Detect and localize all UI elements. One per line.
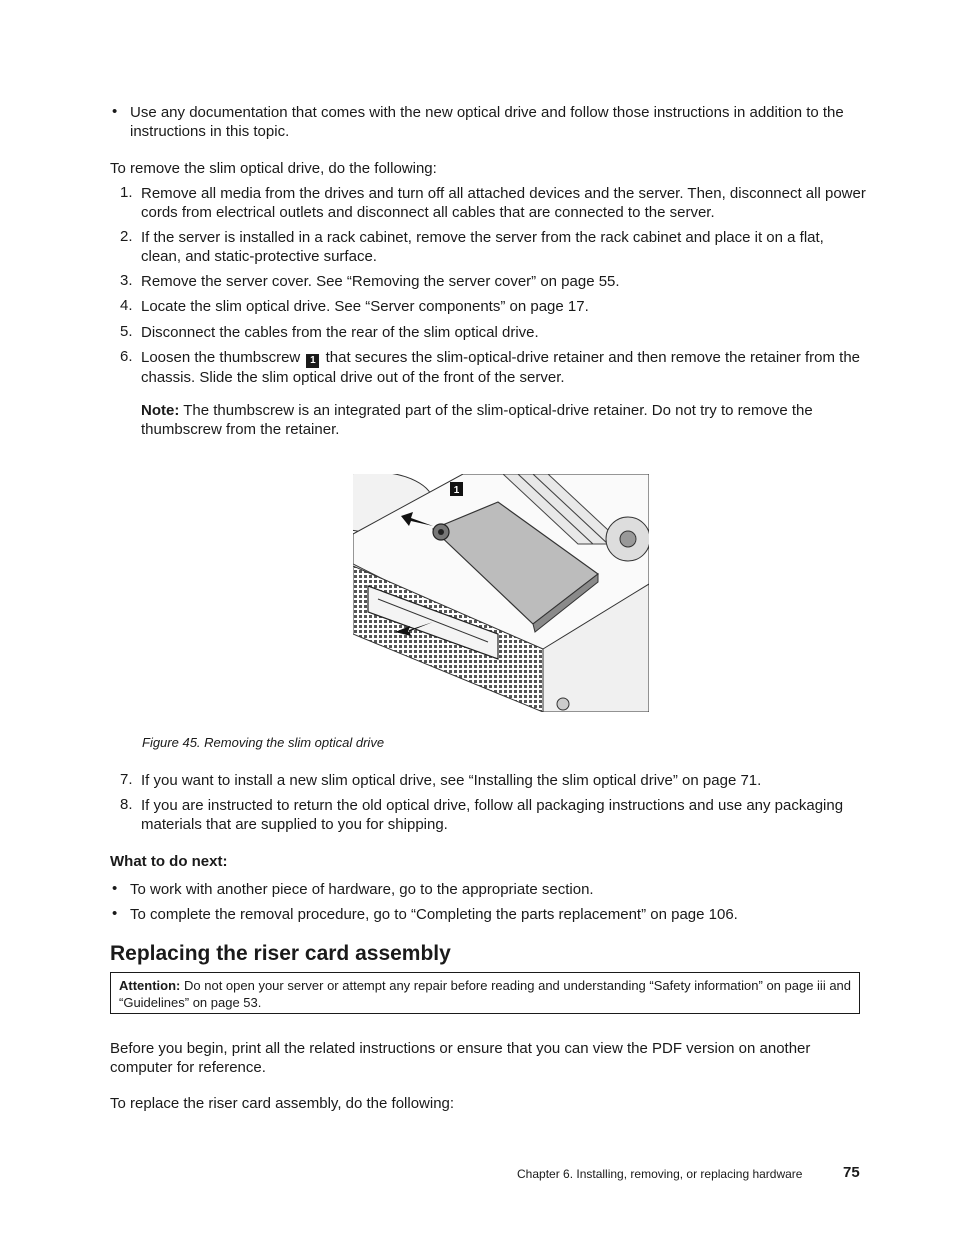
step-text: Remove the server cover. See “Removing the server cover” on page 55. xyxy=(141,273,620,290)
replace-intro: To replace the riser card assembly, do the following: xyxy=(110,1095,455,1112)
remove-intro: To remove the slim optical drive, do the following: xyxy=(110,160,437,177)
bullet-symbol: • xyxy=(112,103,118,120)
next-heading: What to do next: xyxy=(110,853,228,870)
next-bullet-text: To work with another piece of hardware, go to the appropriate section. xyxy=(130,881,594,898)
figure-illustration xyxy=(353,474,649,712)
step-text: Disconnect the cables from the rear of the slim optical drive. xyxy=(141,324,539,341)
step-number: 5. xyxy=(120,323,133,340)
step-text: Remove all media from the drives and turn off all attached devices and the server. Then, disconnect all power cords from electrical outlets and disconnect all cables that are connected to the server. xyxy=(141,185,866,221)
step-text-before: Loosen the thumbscrew xyxy=(141,349,301,366)
next-bullet-text: To complete the removal procedure, go to “Completing the parts replacement” on page 106. xyxy=(130,906,738,923)
step-number: 2. xyxy=(120,228,133,245)
step-text xyxy=(141,348,866,387)
callout-marker: 1 xyxy=(306,354,319,368)
step-text: If you want to install a new slim optical drive, see “Installing the slim optical drive” on page 71. xyxy=(141,772,762,789)
note-label: Note: xyxy=(141,402,180,419)
figure-callout: 1 xyxy=(453,485,460,496)
step-text-after: that secures the slim-optical-drive retainer and then remove the retainer from the chassis. Slide the slim optical drive out of the front of the server. xyxy=(141,349,861,386)
step-number: 8. xyxy=(120,796,133,813)
figure-caption: Figure 45. Removing the slim optical drive xyxy=(142,735,385,750)
step-number: 1. xyxy=(120,184,133,201)
attention-text: Do not open your server or attempt any repair before reading and understanding “Safety information” on page iii and “Guidelines” on page 53. xyxy=(119,978,852,1010)
step-text: If the server is installed in a rack cabinet, remove the server from the rack cabinet and place it on a flat, clean, and static-protective surface. xyxy=(141,229,824,265)
bullet-symbol: • xyxy=(112,880,118,897)
optical-drive-illustration xyxy=(353,474,649,712)
step-number: 4. xyxy=(120,297,133,314)
note-text: The thumbscrew is an integrated part of the slim-optical-drive retainer. Do not try to remove the thumbscrew from the retainer. xyxy=(141,402,813,438)
step-text: If you are instructed to return the old optical drive, follow all packaging instructions and use any packaging materials that are supplied to you for shipping. xyxy=(141,797,844,833)
attention-label: Attention: xyxy=(119,978,181,993)
attention-box xyxy=(110,972,860,1014)
before-begin: Before you begin, print all the related instructions or ensure that you can view the PDF version on another computer for reference. xyxy=(110,1040,811,1076)
intro-bullet-text: Use any documentation that comes with the new optical drive and follow those instructions in addition to the instructions in this topic. xyxy=(130,104,844,140)
bullet-symbol: • xyxy=(112,905,118,922)
step-number: 6. xyxy=(120,348,133,365)
step-text: Locate the slim optical drive. See “Server components” on page 17. xyxy=(141,298,589,315)
page-number: 75 xyxy=(843,1164,860,1181)
footer-chapter: Chapter 6. Installing, removing, or replacing hardware xyxy=(517,1167,803,1181)
step-number: 3. xyxy=(120,272,133,289)
note xyxy=(141,401,866,439)
step-number: 7. xyxy=(120,771,133,788)
section-heading: Replacing the riser card assembly xyxy=(110,942,451,965)
